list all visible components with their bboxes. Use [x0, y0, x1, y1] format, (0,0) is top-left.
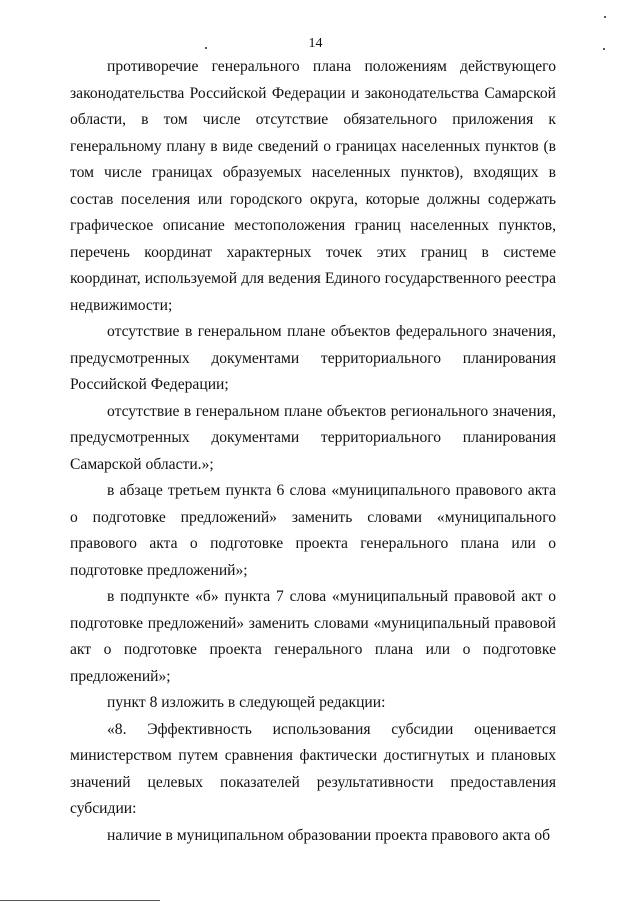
scan-speck — [603, 48, 605, 50]
paragraph: в подпункте «б» пункта 7 слова «муниципальный правовой акт о подготовке предложений» заменить словами «муниципальный правовой акт о подготовке проекта генерального плана или о подготовке предложений»; — [70, 588, 556, 685]
paragraph: в абзаце третьем пункта 6 слова «муниципального правового акта о подготовке предложений» заменить словами «муниципального правового акта о подготовке проекта генерального плана или о подготовке предложений»; — [70, 482, 556, 579]
scan-speck — [205, 47, 207, 49]
paragraph: «8. Эффективность использования субсидии оценивается министерством путем сравнения фактически достигнутых и плановых значений целевых показателей результативности предоставления субсидии: — [70, 720, 556, 817]
bottom-edge-rule — [0, 900, 160, 901]
paragraph: отсутствие в генеральном плане объектов регионального значения, предусмотренных документами территориального планирования Самарской области.»; — [70, 402, 556, 473]
paragraph: наличие в муниципальном образовании проекта правового акта об — [107, 826, 551, 844]
paragraph: противоречие генерального плана положениям действующего законодательства Российской Федерации и законодательства Самарской области, в том числе отсутствие обязательного приложения к генеральному плану в виде сведений о границах населенных пунктов (в том числе границах образуемых населенных пунктов), входящих в состав поселения или городского округа, которые должны содержать графическое описание местоположения границ населенных пунктов, перечень координат характерных точек этих границ в системе координат, используемой для ведения Единого государственного реестра недвижимости; — [70, 58, 556, 314]
paragraph: пункт 8 изложить в следующей редакции: — [107, 694, 386, 711]
document-body — [70, 54, 556, 849]
page-number: 14 — [308, 36, 323, 51]
paragraph: отсутствие в генеральном плане объектов федерального значения, предусмотренных документами территориального планирования Российской Федерации; — [70, 323, 556, 393]
scan-speck — [604, 16, 606, 18]
